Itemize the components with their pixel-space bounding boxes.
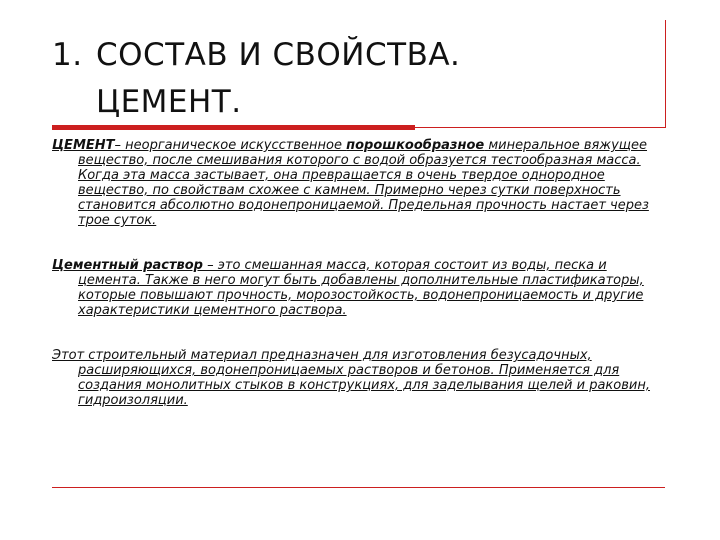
term-cement-mortar: Цементный раствор — [52, 258, 203, 273]
slide-body — [52, 138, 652, 408]
paragraph-1-text-b: минеральное вяжущее вещество, после смешивания которого с водой образуется тестообразная масса. Когда эта масса застывает, она превращается в очень твердое однородное вещество, по свойствам схожее с камнем. Примерно через сутки поверхность становится абсолютно водонепроницаемой. Предельная прочность настает через трое суток. — [78, 138, 649, 228]
bold-word-powdery: порошкообразное — [346, 138, 485, 153]
title-number: 1. — [52, 37, 83, 73]
paragraph-cement-definition — [52, 138, 652, 228]
term-cement: ЦЕМЕНТ — [52, 138, 115, 153]
vertical-accent-line — [665, 20, 666, 128]
bottom-rule — [52, 487, 665, 488]
paragraph-3-text: Этот строительный материал предназначен для изготовления безусадочных, расширяющихся, водонепроницаемых растворов и бетонов. Применяется для создания монолитных стыков в конструкциях, для заделывания щелей и раковин, гидроизоляции. — [52, 348, 650, 408]
paragraph-2-text: – это смешанная масса, которая состоит из воды, песка и цемента. Также в него могут быть добавлены дополнительные пластификаторы, которые повышают прочность, морозостойкость, водонепроницаемость и другие характеристики цементного раствора. — [78, 258, 644, 318]
paragraph-1-text-a: – неорганическое искусственное — [114, 138, 347, 153]
paragraph-usage — [52, 348, 652, 408]
slide-title — [52, 32, 572, 126]
title-underline-thick — [52, 125, 415, 130]
title-line-2: ЦЕМЕНТ. — [96, 84, 242, 120]
title-line-1: СОСТАВ И СВОЙСТВА. — [96, 37, 461, 73]
paragraph-cement-mortar — [52, 258, 652, 318]
title-underline-thin — [415, 127, 665, 128]
